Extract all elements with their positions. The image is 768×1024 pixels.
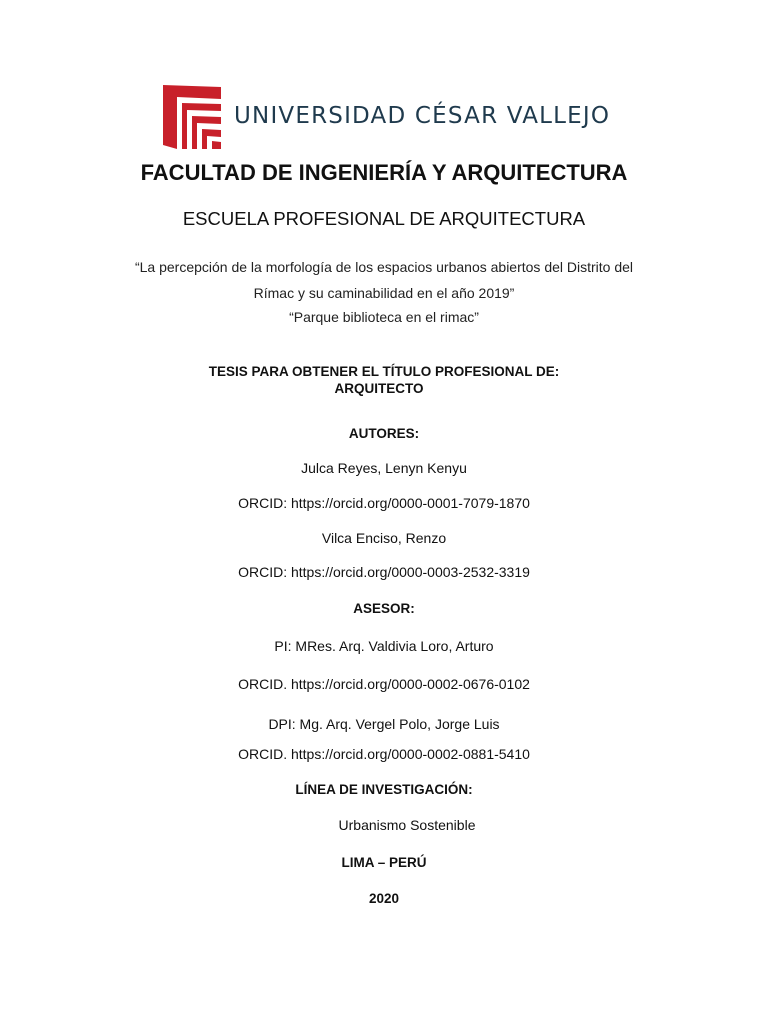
author-2-name: Vilca Enciso, Renzo: [321, 530, 447, 546]
research-line-value: Urbanismo Sostenible: [338, 817, 476, 833]
thesis-title-line-1: “La percepción de la morfología de los espacios urbanos abiertos del Distrito del: [134, 259, 634, 275]
degree-line-2: ARQUITECTO: [334, 381, 424, 396]
research-line-heading: LÍNEA DE INVESTIGACIÓN:: [295, 782, 473, 797]
advisor-2-orcid: ORCID. https://orcid.org/0000-0002-0881-5410: [238, 746, 530, 762]
authors-heading: AUTORES:: [348, 426, 420, 441]
faculty-title: FACULTAD DE INGENIERÍA Y ARQUITECTURA: [140, 160, 628, 185]
author-1-orcid: ORCID: https://orcid.org/0000-0001-7079-1870: [238, 495, 530, 511]
university-logo-icon: [163, 85, 221, 149]
author-1-name: Julca Reyes, Lenyn Kenyu: [301, 460, 467, 476]
advisor-1-orcid: ORCID. https://orcid.org/0000-0002-0676-0102: [238, 676, 530, 692]
year: 2020: [368, 891, 400, 906]
thesis-title-line-3: “Parque biblioteca en el rimac”: [289, 309, 479, 325]
school-title: ESCUELA PROFESIONAL DE ARQUITECTURA: [182, 208, 586, 229]
degree-line-1: TESIS PARA OBTENER EL TÍTULO PROFESIONAL DE:: [208, 364, 560, 379]
advisor-2-name: DPI: Mg. Arq. Vergel Polo, Jorge Luis: [268, 716, 500, 732]
advisor-1-name: PI: MRes. Arq. Valdivia Loro, Arturo: [274, 638, 494, 654]
thesis-title-line-2: Rímac y su caminabilidad en el año 2019”: [253, 285, 515, 301]
location: LIMA – PERÚ: [341, 855, 427, 870]
university-name: UNIVERSIDAD CÉSAR VALLEJO: [234, 103, 611, 129]
advisor-heading: ASESOR:: [353, 601, 415, 616]
author-2-orcid: ORCID: https://orcid.org/0000-0003-2532-3319: [238, 564, 530, 580]
